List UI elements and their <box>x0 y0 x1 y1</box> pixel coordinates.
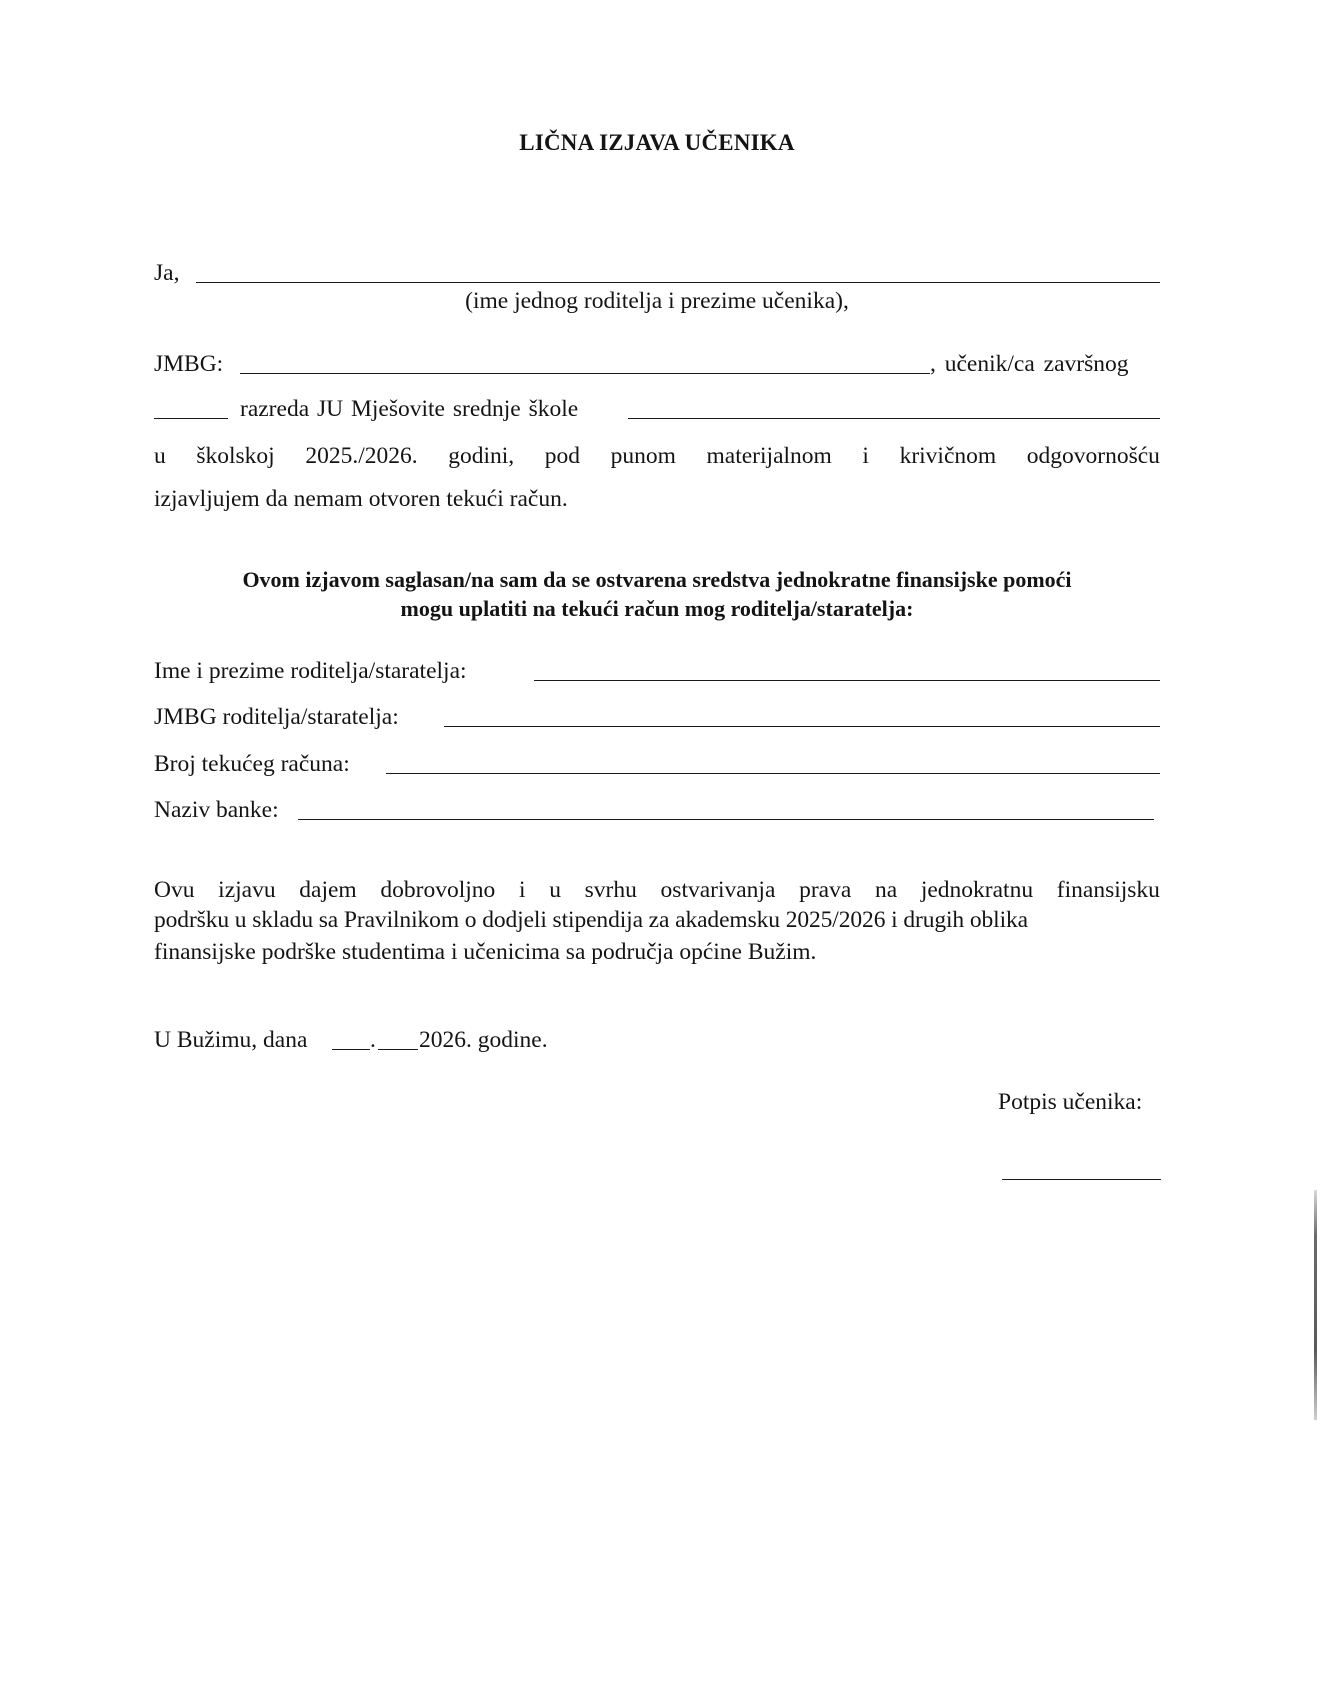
parent-student-name-field[interactable] <box>196 282 1160 283</box>
scan-edge-mark <box>1314 1190 1317 1420</box>
declaration-line-3: finansijske podrške studentima i učenicima sa područja općine Bužim. <box>154 939 817 965</box>
word: Ovu <box>154 877 195 903</box>
date-month-field[interactable] <box>378 1049 418 1050</box>
word: finansijsku <box>1056 877 1160 903</box>
consent-line-1: Ovom izjavom saglasan/na sam da se ostvarena sredstva jednokratne finansijske pomoći <box>242 567 1072 592</box>
jmbg-label: JMBG: <box>154 351 224 377</box>
student-jmbg-field[interactable] <box>240 373 930 374</box>
word: u <box>549 877 561 903</box>
word: izjavu <box>218 877 276 903</box>
school-year-line <box>154 443 1160 470</box>
grade-field[interactable] <box>154 418 228 419</box>
bank-name-field[interactable] <box>298 819 1154 820</box>
declaration-line-2: podršku u skladu sa Pravilnikom o dodjeli stipendija za akademsku 2025/2026 i drugih oblika <box>154 907 1028 933</box>
name-hint: (ime jednog roditelja i prezime učenika), <box>465 288 849 314</box>
word: prava <box>799 877 852 903</box>
consent-line-2: mogu uplatiti na tekući račun mog roditelja/staratelja: <box>400 596 914 621</box>
student-suffix: , učenik/ca završnog <box>930 351 1129 377</box>
declaration-line-1 <box>154 877 1160 904</box>
no-account-statement: izjavljujem da nemam otvoren tekući račun. <box>154 486 568 512</box>
word: 2025./2026. <box>305 443 418 469</box>
word: i <box>862 443 869 469</box>
date-suffix: 2026. godine. <box>419 1027 548 1053</box>
date-prefix: U Bužimu, dana <box>154 1027 308 1053</box>
date-day-field[interactable] <box>332 1049 370 1050</box>
school-name-field[interactable] <box>628 418 1160 419</box>
word: dajem <box>299 877 357 903</box>
parent-jmbg-field[interactable] <box>444 726 1160 727</box>
signature-field[interactable] <box>1002 1179 1161 1180</box>
word: i <box>518 877 526 903</box>
parent-name-field[interactable] <box>534 680 1160 681</box>
signature-label: Potpis učenika: <box>998 1089 1143 1115</box>
word: jednokratnu <box>920 877 1034 903</box>
word: materijalnom <box>706 443 832 469</box>
field-label-parent-name: Ime i prezime roditelja/staratelja: <box>154 658 467 684</box>
word: odgovornošću <box>1026 443 1160 469</box>
ja-label: Ja, <box>154 260 180 286</box>
word: godini, <box>448 443 515 469</box>
field-label-bank-name: Naziv banke: <box>154 797 279 823</box>
word: svrhu <box>584 877 637 903</box>
word: krivičnom <box>899 443 997 469</box>
word: pod <box>544 443 581 469</box>
account-number-field[interactable] <box>386 773 1160 774</box>
word: dobrovoljno <box>380 877 496 903</box>
word: ostvarivanja <box>660 877 776 903</box>
grade-school-text: razreda JU Mješovite srednje škole <box>240 396 579 422</box>
date-separator: . <box>370 1027 376 1053</box>
field-label-account-number: Broj tekućeg računa: <box>154 751 350 777</box>
field-label-parent-jmbg: JMBG roditelja/staratelja: <box>154 704 399 730</box>
word: u <box>154 443 166 469</box>
word: školskoj <box>196 443 275 469</box>
word: punom <box>610 443 676 469</box>
document-title: LIČNA IZJAVA UČENIKA <box>519 130 795 155</box>
word: na <box>874 877 898 903</box>
